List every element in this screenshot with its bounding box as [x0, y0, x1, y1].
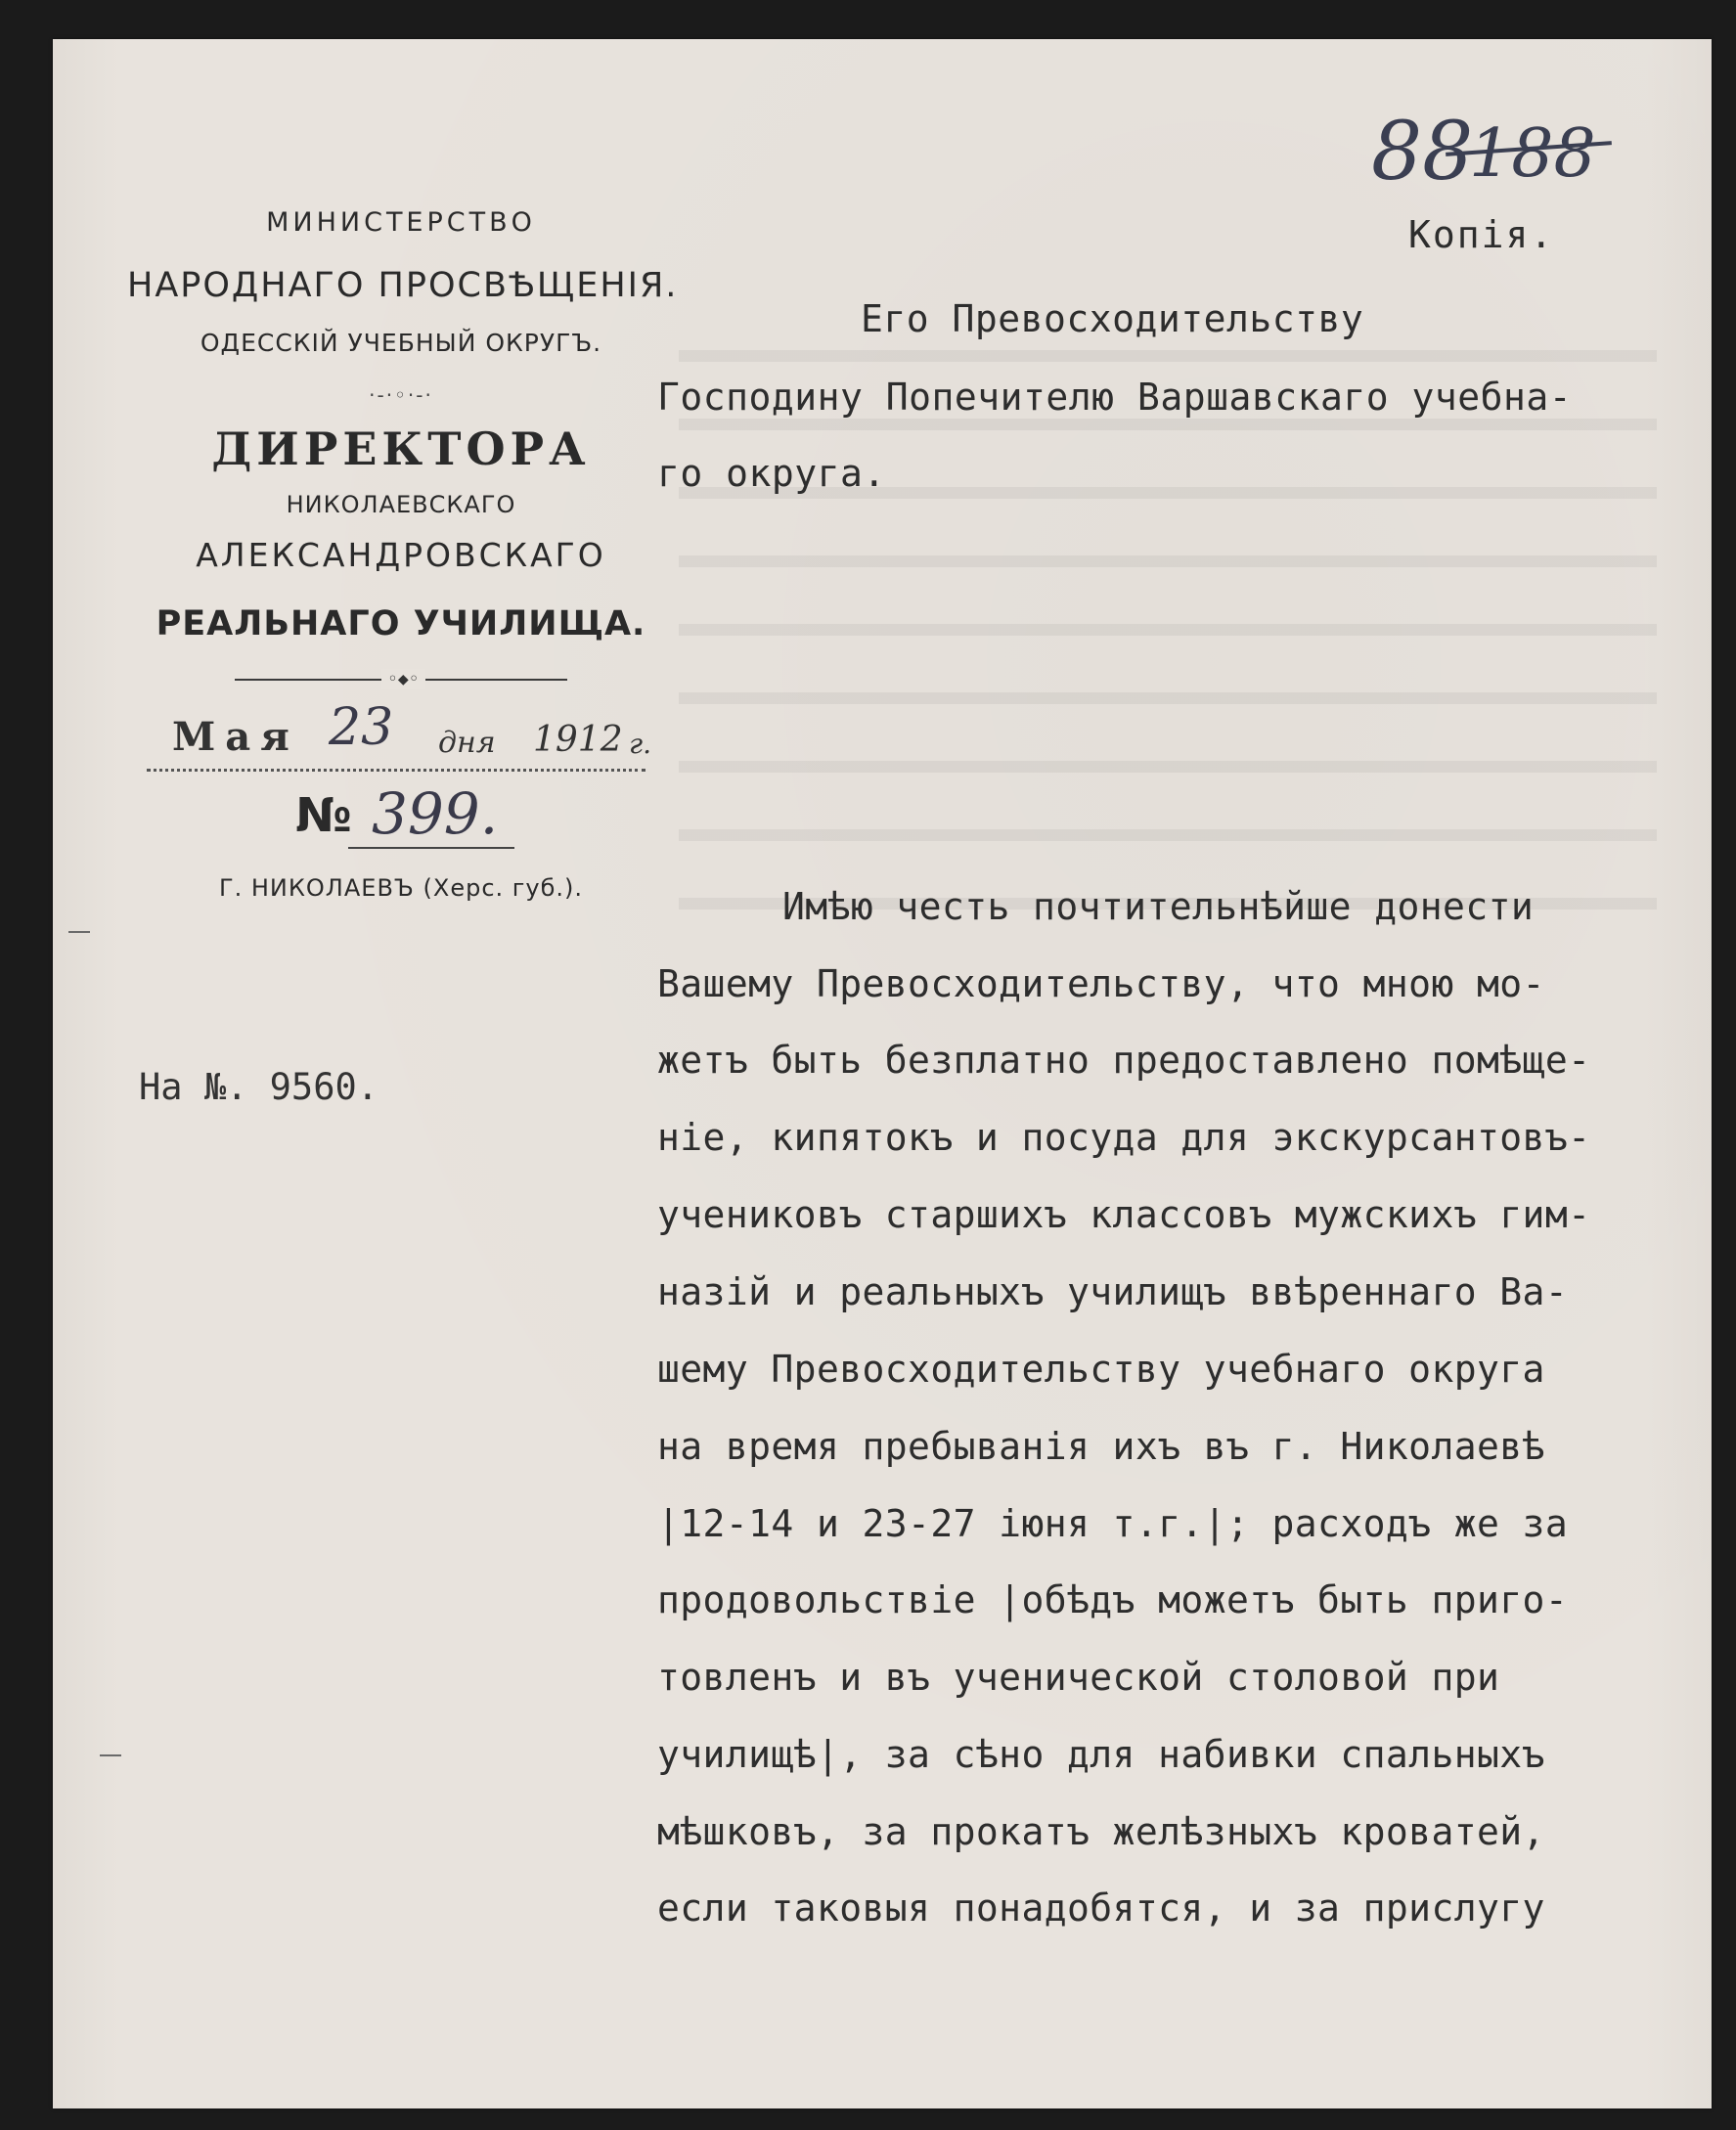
addressee-line: Господину Попечителю Варшавскаго учебна- — [657, 376, 1573, 419]
letterhead-school-line3: РЕАЛЬНАГО УЧИЛИЩА. — [156, 604, 646, 643]
margin-mark — [100, 1754, 121, 1756]
body-line: Вашему Превосходительству, что мною мо- — [657, 962, 1545, 1005]
body-line: на время пребыванія ихъ въ г. Николаевѣ — [657, 1425, 1545, 1468]
letterhead-director: ДИРЕКТОРА — [211, 422, 591, 475]
body-line: товленъ и въ ученической столовой при — [657, 1656, 1500, 1699]
date-day-handwritten: 23 — [329, 698, 394, 757]
body-line: продовольствіе |обѣдъ можетъ быть приго- — [657, 1578, 1569, 1621]
addressee-line: го округа. — [657, 452, 886, 495]
body-line: Имѣю честь почтительнѣйше донести — [782, 885, 1535, 928]
letterhead-ministry-full: НАРОДНАГО ПРОСВѢЩЕНІЯ. — [127, 266, 679, 305]
letterhead-school-line2: АЛЕКСАНДРОВСКАГО — [196, 536, 606, 574]
date-month: Мая — [172, 714, 299, 760]
letterhead-district: ОДЕССКІЙ УЧЕБНЫЙ ОКРУГЪ. — [200, 329, 602, 357]
outgoing-number-handwritten: 399. — [372, 780, 499, 847]
body-line: жетъ быть безплатно предоставлено помѣще- — [657, 1039, 1591, 1082]
archive-number-handwritten: 88 — [1371, 106, 1474, 199]
body-line: шему Превосходительству учебнаго округа — [657, 1348, 1545, 1391]
date-year: 1912 — [533, 720, 623, 760]
body-line: ніе, кипятокъ и посуда для экскурсантовъ- — [657, 1116, 1591, 1159]
letterhead-city: Г. НИКОЛАЕВЪ (Херс. губ.). — [218, 874, 584, 902]
date-dnya: дня — [438, 726, 496, 760]
letterhead-divider — [235, 669, 567, 694]
body-line: училищѣ|, за сѣно для набивки спальныхъ — [657, 1733, 1545, 1776]
body-line: если таковыя понадобятся, и за прислугу — [657, 1886, 1545, 1930]
reference-number: На №. 9560. — [139, 1066, 379, 1108]
letterhead-ministry: МИНИСТЕРСТВО — [266, 207, 536, 238]
copy-label: Копія. — [1408, 213, 1555, 256]
date-g: г. — [629, 728, 652, 760]
margin-mark — [68, 931, 90, 933]
letterhead-ornament: ·-·◦·-· — [369, 383, 433, 407]
archive-number-crossed: 188 — [1469, 115, 1596, 193]
divider-ornament: ◦◆◦ — [381, 669, 425, 689]
body-line: |12-14 и 23-27 іюня т.г.|; расходъ же за — [657, 1502, 1569, 1545]
number-sign: № — [295, 788, 352, 843]
addressee-line: Его Превосходительству — [861, 297, 1364, 340]
body-line: учениковъ старшихъ классовъ мужскихъ гим- — [657, 1193, 1591, 1236]
body-line: назій и реальныхъ училищъ ввѣреннаго Ва- — [657, 1270, 1569, 1313]
body-line: мѣшковъ, за прокатъ желѣзныхъ кроватей, — [657, 1810, 1545, 1853]
letterhead-school-line1: НИКОЛАЕВСКАГО — [286, 491, 516, 518]
